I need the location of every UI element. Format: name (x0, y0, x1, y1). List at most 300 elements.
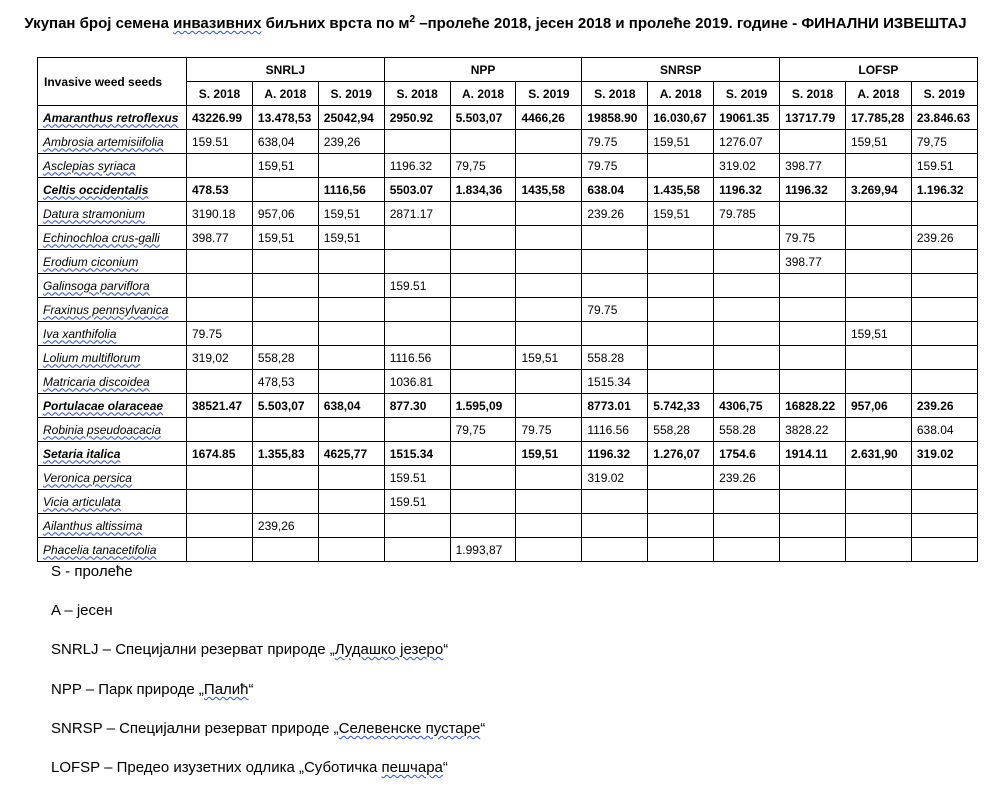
value-cell: 23.846.63 (911, 106, 977, 130)
species-name: Phacelia tanacetifolia (43, 542, 157, 557)
value-cell (516, 226, 582, 250)
value-cell: 13.478,53 (252, 106, 318, 130)
value-cell: 319,02 (187, 346, 253, 370)
species-name: Lolium multiflorum (43, 350, 141, 365)
value-cell (845, 298, 911, 322)
value-cell (516, 322, 582, 346)
value-cell (845, 346, 911, 370)
value-cell (648, 154, 714, 178)
table-row (38, 442, 978, 466)
legend-line (51, 602, 113, 619)
value-cell (516, 538, 582, 562)
species-name-cell (38, 106, 187, 130)
value-cell (384, 418, 450, 442)
value-cell (714, 274, 780, 298)
species-name-cell (38, 298, 187, 322)
species-name-cell (38, 274, 187, 298)
value-cell (911, 466, 977, 490)
species-name: Asclepias syriaca (43, 158, 136, 173)
value-cell: 1196.32 (384, 154, 450, 178)
value-cell (516, 130, 582, 154)
legend-text: SNRLJ – Специјални резерват природе „ (51, 641, 335, 658)
value-cell: 79.785 (714, 202, 780, 226)
value-cell: 478,53 (252, 370, 318, 394)
value-cell: 17.785,28 (845, 106, 911, 130)
sub-header-snrlj-0: S. 2018 (187, 82, 253, 106)
value-cell: 159,51 (516, 346, 582, 370)
value-cell: 79.75 (582, 130, 648, 154)
value-cell (450, 514, 516, 538)
title-part: Укупан број семена (24, 15, 174, 32)
legend-text: SNRSP – Специјални резерват природе „ (51, 720, 339, 737)
value-cell: 159,51 (318, 226, 384, 250)
value-cell (714, 250, 780, 274)
species-name: Robinia pseudoacacia (43, 422, 162, 437)
species-name-cell (38, 250, 187, 274)
value-cell: 5.503,07 (450, 106, 516, 130)
value-cell: 638.04 (911, 418, 977, 442)
group-header-lofsp: LOFSP (780, 58, 978, 82)
value-cell (252, 466, 318, 490)
table-row (38, 202, 978, 226)
value-cell (384, 298, 450, 322)
sub-header-lofsp-2: S. 2019 (911, 82, 977, 106)
value-cell: 558.28 (582, 346, 648, 370)
value-cell: 19858.90 (582, 106, 648, 130)
value-cell (516, 466, 582, 490)
value-cell: 159.51 (911, 154, 977, 178)
value-cell (911, 490, 977, 514)
species-name-cell (38, 130, 187, 154)
species-name-cell (38, 394, 187, 418)
value-cell (648, 274, 714, 298)
value-cell (318, 346, 384, 370)
value-cell (780, 298, 846, 322)
species-name: Celtis occidentalis (43, 182, 149, 197)
value-cell: 159,51 (516, 442, 582, 466)
value-cell (911, 322, 977, 346)
value-cell (318, 250, 384, 274)
value-cell (384, 226, 450, 250)
value-cell (582, 490, 648, 514)
sub-header-snrlj-1: A. 2018 (252, 82, 318, 106)
value-cell: 319.02 (714, 154, 780, 178)
value-cell (252, 322, 318, 346)
value-cell: 1.276,07 (648, 442, 714, 466)
value-cell: 239,26 (252, 514, 318, 538)
value-cell: 2.631,90 (845, 442, 911, 466)
value-cell (780, 346, 846, 370)
value-cell: 1.435,58 (648, 178, 714, 202)
species-name: Ambrosia artemisiifolia (43, 134, 164, 149)
legend-text: LOFSP – Предео изузетних одлика „Суботичка (51, 759, 382, 776)
value-cell (318, 322, 384, 346)
value-cell (252, 418, 318, 442)
value-cell (780, 202, 846, 226)
group-header-npp: NPP (384, 58, 582, 82)
value-cell: 159,51 (252, 154, 318, 178)
value-cell (450, 322, 516, 346)
value-cell: 8773.01 (582, 394, 648, 418)
sub-header-npp-0: S. 2018 (384, 82, 450, 106)
value-cell (911, 514, 977, 538)
value-cell (845, 202, 911, 226)
value-cell: 25042,94 (318, 106, 384, 130)
value-cell: 79.75 (582, 298, 648, 322)
value-cell (384, 250, 450, 274)
value-cell: 19061.35 (714, 106, 780, 130)
value-cell (911, 346, 977, 370)
value-cell (187, 250, 253, 274)
table-row (38, 370, 978, 394)
value-cell (384, 538, 450, 562)
species-name-cell (38, 178, 187, 202)
value-cell (780, 322, 846, 346)
value-cell (318, 466, 384, 490)
value-cell (516, 490, 582, 514)
value-cell (648, 298, 714, 322)
table-row (38, 250, 978, 274)
value-cell (318, 418, 384, 442)
value-cell (648, 226, 714, 250)
value-cell (911, 202, 977, 226)
species-name: Vicia articulata (43, 494, 121, 509)
value-cell (845, 226, 911, 250)
value-cell: 16828.22 (780, 394, 846, 418)
value-cell: 239.26 (714, 466, 780, 490)
value-cell (845, 538, 911, 562)
value-cell: 2950.92 (384, 106, 450, 130)
value-cell: 16.030,67 (648, 106, 714, 130)
value-cell (318, 274, 384, 298)
value-cell (450, 202, 516, 226)
value-cell (252, 250, 318, 274)
value-cell (450, 370, 516, 394)
table-row (38, 226, 978, 250)
species-name-cell (38, 490, 187, 514)
value-cell (450, 442, 516, 466)
value-cell: 319.02 (911, 442, 977, 466)
value-cell (845, 274, 911, 298)
value-cell (318, 538, 384, 562)
value-cell: 1.834,36 (450, 178, 516, 202)
value-cell (648, 322, 714, 346)
value-cell (450, 226, 516, 250)
value-cell (582, 322, 648, 346)
value-cell: 3828.22 (780, 418, 846, 442)
table-row (38, 346, 978, 370)
group-header-snrlj: SNRLJ (187, 58, 385, 82)
species-column-header: Invasive weed seeds (38, 58, 187, 106)
value-cell (318, 298, 384, 322)
value-cell: 1.595,09 (450, 394, 516, 418)
value-cell: 2871.17 (384, 202, 450, 226)
species-name: Portulacae olaraceae (43, 398, 164, 413)
table-row (38, 178, 978, 202)
value-cell (714, 490, 780, 514)
value-cell (780, 274, 846, 298)
value-cell (450, 298, 516, 322)
value-cell: 1914.11 (780, 442, 846, 466)
sub-header-snrsp-0: S. 2018 (582, 82, 648, 106)
group-header-snrsp: SNRSP (582, 58, 780, 82)
value-cell (911, 370, 977, 394)
value-cell: 79.75 (780, 226, 846, 250)
page-title (0, 14, 991, 32)
value-cell: 43226.99 (187, 106, 253, 130)
value-cell (187, 514, 253, 538)
table-body (38, 106, 978, 562)
value-cell: 13717.79 (780, 106, 846, 130)
value-cell: 1116.56 (384, 346, 450, 370)
sub-header-lofsp-1: A. 2018 (845, 82, 911, 106)
sub-header-npp-1: A. 2018 (450, 82, 516, 106)
value-cell: 1196.32 (582, 442, 648, 466)
value-cell (582, 538, 648, 562)
value-cell: 159,51 (845, 322, 911, 346)
table-row (38, 106, 978, 130)
value-cell (187, 298, 253, 322)
value-cell (187, 538, 253, 562)
value-cell: 398.77 (187, 226, 253, 250)
title-part: –пролеће 2018, јесен 2018 и пролеће 2019. године - ФИНАЛНИ ИЗВЕШТАЈ (415, 15, 967, 32)
value-cell (384, 130, 450, 154)
value-cell: 1116.56 (582, 418, 648, 442)
value-cell (845, 514, 911, 538)
species-name-cell (38, 346, 187, 370)
title-part: биљних врста по м (261, 15, 410, 32)
value-cell (714, 514, 780, 538)
value-cell (450, 274, 516, 298)
table-row (38, 130, 978, 154)
value-cell (318, 370, 384, 394)
value-cell (780, 130, 846, 154)
value-cell (714, 298, 780, 322)
table-row (38, 418, 978, 442)
value-cell (187, 418, 253, 442)
value-cell: 159,51 (648, 130, 714, 154)
value-cell: 1754.6 (714, 442, 780, 466)
title-underlined-word: инвазивних (173, 15, 262, 32)
value-cell (714, 346, 780, 370)
value-cell: 1.355,83 (252, 442, 318, 466)
value-cell: 3.269,94 (845, 178, 911, 202)
value-cell (845, 250, 911, 274)
value-cell (648, 466, 714, 490)
legend-place-name: Палић (203, 681, 249, 698)
value-cell (780, 538, 846, 562)
value-cell: 558.28 (714, 418, 780, 442)
legend-line (51, 563, 133, 580)
value-cell: 239.26 (911, 226, 977, 250)
title-superscript: 2 (409, 14, 416, 25)
legend-line (51, 759, 448, 776)
value-cell: 877.30 (384, 394, 450, 418)
value-cell: 1036.81 (384, 370, 450, 394)
value-cell: 1196.32 (714, 178, 780, 202)
value-cell: 558,28 (252, 346, 318, 370)
legend-place-name: Селевенске пустаре (338, 720, 481, 737)
value-cell (582, 250, 648, 274)
value-cell (187, 490, 253, 514)
value-cell (911, 250, 977, 274)
legend-text: NPP – Парк природе „ (51, 681, 204, 698)
value-cell (714, 538, 780, 562)
value-cell (516, 370, 582, 394)
value-cell (450, 346, 516, 370)
species-name: Iva xanthifolia (43, 326, 117, 341)
value-cell (648, 538, 714, 562)
legend-place-name: пешчара (381, 759, 443, 776)
value-cell (252, 274, 318, 298)
sub-header-snrsp-2: S. 2019 (714, 82, 780, 106)
value-cell (911, 298, 977, 322)
value-cell: 1515.34 (582, 370, 648, 394)
legend-text: S - пролеће (51, 563, 133, 580)
value-cell (318, 514, 384, 538)
value-cell (516, 154, 582, 178)
species-name-cell (38, 226, 187, 250)
value-cell: 319.02 (582, 466, 648, 490)
value-cell: 1196.32 (780, 178, 846, 202)
table-row (38, 490, 978, 514)
value-cell: 478.53 (187, 178, 253, 202)
species-name: Matricaria discoidea (43, 374, 150, 389)
value-cell (187, 370, 253, 394)
value-cell (648, 346, 714, 370)
value-cell (845, 370, 911, 394)
value-cell (450, 130, 516, 154)
value-cell: 4625,77 (318, 442, 384, 466)
species-name-cell (38, 514, 187, 538)
value-cell: 159.51 (384, 274, 450, 298)
table-row (38, 322, 978, 346)
value-cell (648, 250, 714, 274)
value-cell (516, 394, 582, 418)
table-row (38, 514, 978, 538)
value-cell (450, 490, 516, 514)
value-cell: 638,04 (318, 394, 384, 418)
value-cell (714, 226, 780, 250)
species-name: Fraxinus pennsylvanica (43, 302, 169, 317)
value-cell (911, 274, 977, 298)
value-cell: 79,75 (450, 418, 516, 442)
species-name-cell (38, 538, 187, 562)
species-name: Veronica persica (43, 470, 132, 485)
sub-header-npp-2: S. 2019 (516, 82, 582, 106)
value-cell (384, 514, 450, 538)
value-cell: 398.77 (780, 154, 846, 178)
value-cell (714, 322, 780, 346)
value-cell (648, 370, 714, 394)
value-cell: 4306,75 (714, 394, 780, 418)
value-cell (252, 538, 318, 562)
value-cell (252, 490, 318, 514)
value-cell (187, 274, 253, 298)
value-cell: 79.75 (582, 154, 648, 178)
value-cell: 957,06 (252, 202, 318, 226)
species-name-cell (38, 466, 187, 490)
species-name-cell (38, 370, 187, 394)
value-cell: 159,51 (252, 226, 318, 250)
legend-line (51, 681, 254, 698)
species-name-cell (38, 154, 187, 178)
value-cell (516, 250, 582, 274)
table-row (38, 394, 978, 418)
value-cell: 5503.07 (384, 178, 450, 202)
species-name-cell (38, 442, 187, 466)
value-cell (384, 322, 450, 346)
value-cell (648, 490, 714, 514)
species-name: Amaranthus retroflexus (43, 110, 179, 125)
sub-header-snrlj-2: S. 2019 (318, 82, 384, 106)
value-cell: 638.04 (582, 178, 648, 202)
species-name: Galinsoga parviflora (43, 278, 150, 293)
sub-header-snrsp-1: A. 2018 (648, 82, 714, 106)
value-cell (252, 178, 318, 202)
legend-place-name: Лудашко језеро (334, 641, 444, 658)
value-cell: 558,28 (648, 418, 714, 442)
value-cell (648, 514, 714, 538)
species-name: Echinochloa crus-galli (43, 230, 160, 245)
legend-closing-quote: “ (248, 681, 254, 698)
legend-text: A – јесен (51, 602, 113, 619)
species-name: Setaria italica (43, 446, 121, 461)
sub-header-lofsp-0: S. 2018 (780, 82, 846, 106)
legend-closing-quote: “ (480, 720, 486, 737)
value-cell: 1515.34 (384, 442, 450, 466)
value-cell (252, 298, 318, 322)
value-cell: 79,75 (911, 130, 977, 154)
value-cell (845, 418, 911, 442)
table-row (38, 538, 978, 562)
table-row (38, 298, 978, 322)
value-cell (582, 226, 648, 250)
value-cell: 1116,56 (318, 178, 384, 202)
value-cell (780, 370, 846, 394)
species-name-cell (38, 418, 187, 442)
value-cell: 1.196.32 (911, 178, 977, 202)
value-cell: 159,51 (845, 130, 911, 154)
value-cell: 159.51 (187, 130, 253, 154)
value-cell: 1435,58 (516, 178, 582, 202)
value-cell: 638,04 (252, 130, 318, 154)
value-cell: 5.503,07 (252, 394, 318, 418)
species-name: Erodium ciconium (43, 254, 139, 269)
table-row (38, 466, 978, 490)
species-name: Datura stramonium (43, 206, 146, 221)
value-cell (845, 466, 911, 490)
value-cell: 1276.07 (714, 130, 780, 154)
value-cell: 239,26 (318, 130, 384, 154)
legend-closing-quote: “ (442, 759, 448, 776)
value-cell: 159.51 (384, 466, 450, 490)
value-cell (450, 466, 516, 490)
value-cell: 3190.18 (187, 202, 253, 226)
value-cell: 957,06 (845, 394, 911, 418)
value-cell (450, 250, 516, 274)
legend-closing-quote: “ (443, 641, 449, 658)
value-cell (845, 490, 911, 514)
value-cell (516, 514, 582, 538)
value-cell (516, 298, 582, 322)
value-cell (516, 202, 582, 226)
value-cell (516, 274, 582, 298)
value-cell (187, 466, 253, 490)
value-cell (318, 154, 384, 178)
value-cell (187, 154, 253, 178)
legend-line (51, 641, 448, 658)
